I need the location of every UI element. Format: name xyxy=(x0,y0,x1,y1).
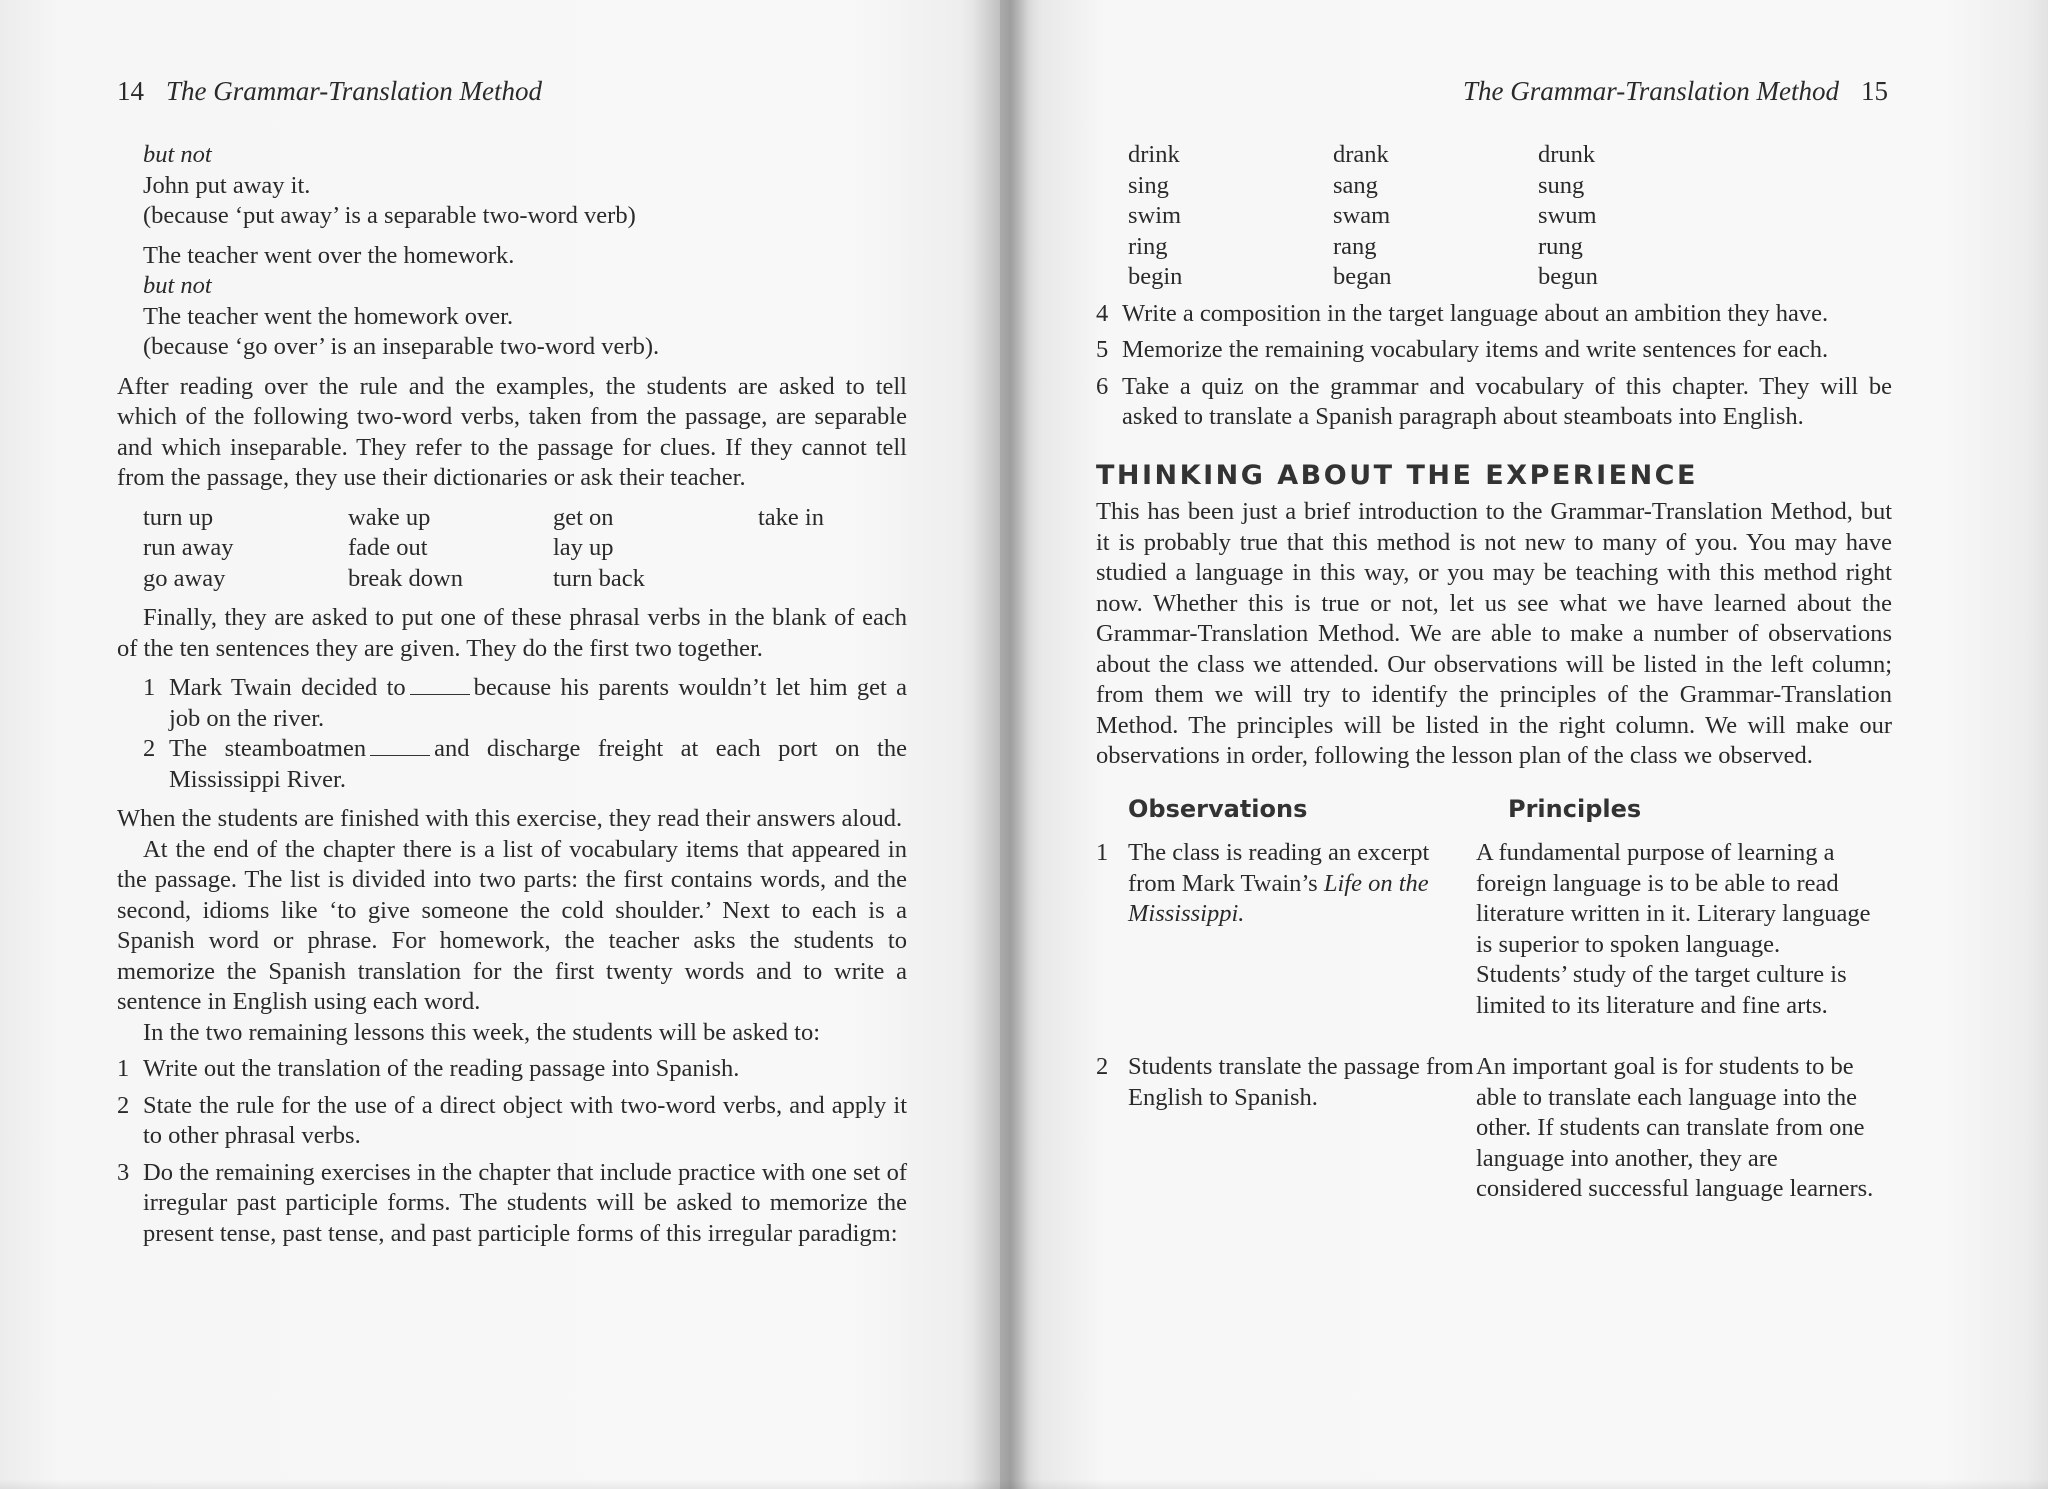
right-running-head xyxy=(1463,73,1888,109)
verb-form: swum xyxy=(1538,202,1597,229)
list-item xyxy=(117,1158,907,1250)
task-list xyxy=(117,1054,907,1249)
verb-form: swim xyxy=(1128,202,1182,229)
list-item xyxy=(1096,372,1892,433)
verb-form: rang xyxy=(1333,232,1377,260)
verb-cell: fade out xyxy=(348,534,428,561)
item-number: 4 xyxy=(1096,299,1109,327)
left-page-number: 14 xyxy=(117,76,144,106)
fill-in-blank xyxy=(370,737,430,756)
sentence-start: Mark Twain decided to xyxy=(169,674,406,701)
page-bottom-edge xyxy=(0,1479,2048,1489)
verb-cell xyxy=(758,564,963,595)
item-text: Do the remaining exercises in the chapter that include practice with one set of irregular past participle forms. The students will be asked to memorize the present tense, past tense, and past participle forms of this irregular paradigm: xyxy=(143,1158,907,1247)
example-reason: (because ‘put away’ is a separable two-word verb) xyxy=(143,202,636,229)
right-page-body xyxy=(1096,140,1892,1205)
item-text: Memorize the remaining vocabulary items and write sentences for each. xyxy=(1122,336,1829,363)
but-not-label: but not xyxy=(143,141,212,168)
verb-cell: wake up xyxy=(348,503,431,531)
book-title: Life on the Mississippi. xyxy=(1128,869,1429,927)
item-text: Write a composition in the target language about an ambition they have. xyxy=(1122,299,1829,327)
verb-form: sung xyxy=(1538,171,1585,199)
but-not-label: but not xyxy=(143,272,212,299)
observation-text-plain: Students translate the passage from English to Spanish. xyxy=(1128,1053,1474,1111)
item-text: Take a quiz on the grammar and vocabulary of this chapter. They will be asked to translate a Spanish paragraph about steamboats into English. xyxy=(1122,372,1892,430)
example-block-2 xyxy=(117,241,907,363)
table-row xyxy=(1096,838,1892,1021)
verb-form: ring xyxy=(1128,232,1168,260)
paragraph: When the students are finished with this exercise, they read their answers aloud. xyxy=(117,805,903,832)
item-text: State the rule for the use of a direct object with two-word verbs, and apply it to other phrasal verbs. xyxy=(143,1091,907,1149)
verb-form: sing xyxy=(1128,171,1169,199)
item-number: 2 xyxy=(117,1091,130,1119)
row-number: 2 xyxy=(1096,1053,1109,1080)
list-item xyxy=(143,734,907,795)
list-item xyxy=(143,673,907,734)
verb-cell: turn back xyxy=(553,564,645,592)
verb-cell xyxy=(758,533,963,564)
verb-cell: turn up xyxy=(143,503,214,531)
verb-form: rung xyxy=(1538,232,1583,260)
verb-form: drink xyxy=(1128,141,1180,168)
right-page-number: 15 xyxy=(1861,76,1888,106)
paragraph: After reading over the rule and the examples, the students are asked to tell which of the following two-word verbs, taken from the passage, are separable and which inseparable. They refer to the passage for clues. If they cannot tell from the passage, they use their dictionaries or ask their teacher. xyxy=(117,372,907,491)
principles-heading: Principles xyxy=(1508,794,1642,823)
verb-form: swam xyxy=(1333,202,1391,229)
list-item xyxy=(117,1091,907,1152)
left-running-title: The Grammar-Translation Method xyxy=(166,76,542,106)
example-reason: (because ‘go over’ is an inseparable two-word verb). xyxy=(143,333,660,360)
row-number: 1 xyxy=(1096,839,1109,866)
verb-cell: break down xyxy=(348,564,463,592)
paragraph: At the end of the chapter there is a list of vocabulary items that appeared in the passage. The list is divided into two parts: the first contains words, and the second, idioms like ‘to give someone the cold shoulder.’ Next to each is a Spanish word or phrase. For homework, the teacher asks the students to memorize the Spanish translation for the first twenty words and to write a sentence in English using each word. xyxy=(117,835,907,1015)
item-number: 1 xyxy=(143,674,156,701)
verb-cell: go away xyxy=(143,564,226,592)
verb-form: drunk xyxy=(1538,141,1596,168)
verb-form: begin xyxy=(1128,263,1183,290)
item-number: 1 xyxy=(117,1055,130,1082)
irregular-verb-paradigm xyxy=(1096,140,1892,293)
verb-form: begun xyxy=(1538,263,1598,290)
verb-form: began xyxy=(1333,263,1392,290)
phrasal-verb-table xyxy=(117,503,907,595)
item-number: 3 xyxy=(117,1158,130,1186)
verb-form: sang xyxy=(1333,171,1378,199)
example-block-1 xyxy=(117,140,907,232)
example-wrong-sentence: John put away it. xyxy=(143,171,311,199)
book-gutter xyxy=(972,0,1042,1489)
left-running-head xyxy=(117,73,542,109)
verb-cell: run away xyxy=(143,534,234,561)
list-item xyxy=(117,1054,907,1085)
observation-text xyxy=(1128,838,1476,1021)
item-number: 2 xyxy=(143,735,156,762)
task-list-continued xyxy=(1096,299,1892,433)
principle-text: A fundamental purpose of learning a foreign language is to be able to read literature written in it. Literary language is superior to spoken language. Students’ study of the target culture is limited to its literature and fine arts. xyxy=(1476,839,1871,1019)
example-wrong-sentence: The teacher went the homework over. xyxy=(143,302,514,330)
paragraph: In the two remaining lessons this week, the students will be asked to: xyxy=(143,1018,821,1046)
list-item xyxy=(1096,299,1892,330)
fill-in-blank xyxy=(410,676,470,695)
paragraph: Finally, they are asked to put one of these phrasal verbs in the blank of each of the ten sentences they are given. They do the first two together. xyxy=(117,604,907,662)
observation-text-plain: The class is reading an excerpt from Mark Twain’s xyxy=(1128,839,1430,897)
sentence-end: because his parents wouldn’t let him get a job on the river. xyxy=(169,674,907,732)
principle-text: An important goal is for students to be able to translate each language into the other. If students can translate from one language into another, they are considered successful language learners. xyxy=(1476,1053,1874,1202)
verb-cell: get on xyxy=(553,503,614,531)
observations-heading: Observations xyxy=(1128,794,1308,823)
observation-text xyxy=(1128,1052,1476,1205)
section-heading: THINKING ABOUT THE EXPERIENCE xyxy=(1096,459,1698,491)
paragraph: This has been just a brief introduction to the Grammar-Translation Method, but it is probably true that this method is not new to many of you. You may have studied a language in this way, or you may be teaching with this method right now. Whether this is true or not, let us see what we have learned about the Grammar-Translation Method. We are able to make a number of observations about the class we attended. Our observations will be listed in the left column; from them we will try to identify the principles of the Grammar-Translation Method. The principles will be listed in the right column. We will make our observations in order, following the lesson plan of the class we observed. xyxy=(1096,498,1892,769)
item-number: 5 xyxy=(1096,336,1109,363)
list-item xyxy=(1096,335,1892,366)
verb-cell: take in xyxy=(758,503,824,531)
example-correct-sentence: The teacher went over the homework. xyxy=(143,241,515,269)
item-text: Write out the translation of the reading passage into Spanish. xyxy=(143,1055,740,1082)
verb-form: drank xyxy=(1333,141,1389,168)
table-row xyxy=(1096,1052,1892,1205)
left-page-body xyxy=(117,140,907,1249)
sentence-end: and discharge freight at each port on the Mississippi River. xyxy=(169,735,907,793)
blank-sentence-list xyxy=(117,673,907,795)
item-number: 6 xyxy=(1096,372,1109,400)
verb-cell: lay up xyxy=(553,534,614,561)
sentence-start: The steamboatmen xyxy=(169,735,367,762)
right-running-title: The Grammar-Translation Method xyxy=(1463,76,1839,106)
table-header xyxy=(1096,794,1892,825)
